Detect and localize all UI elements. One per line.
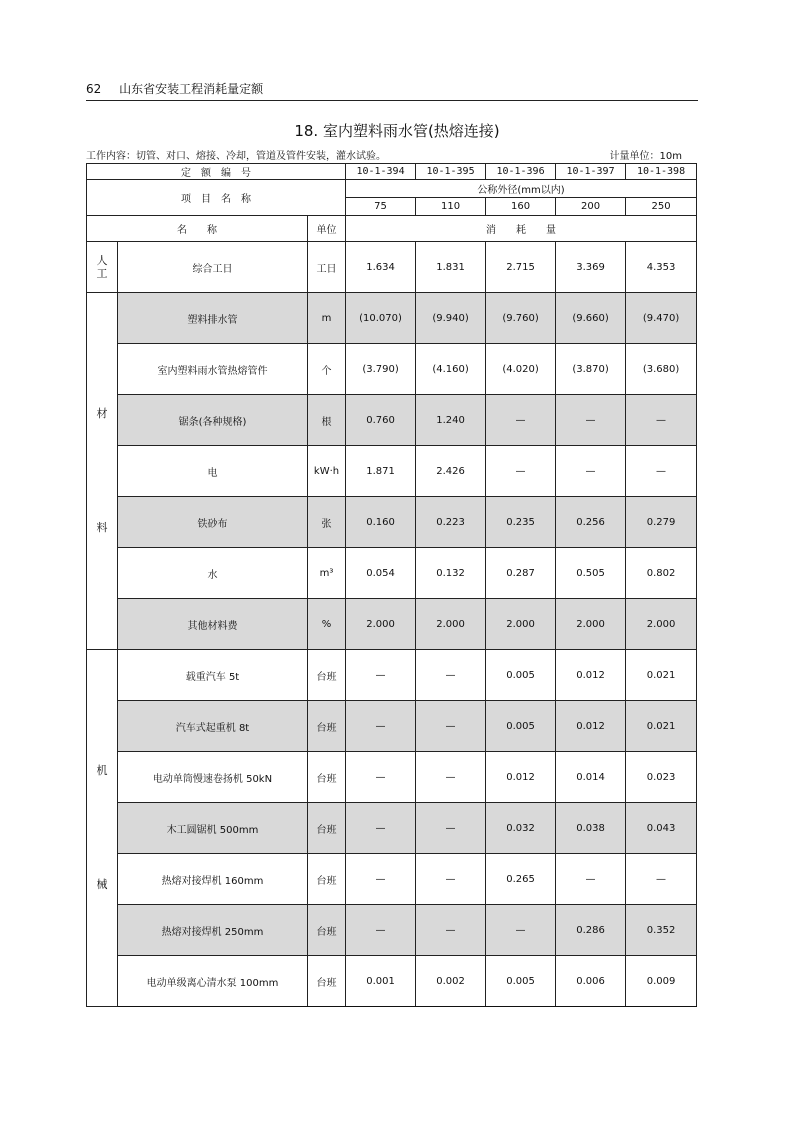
col-unit-label: 单位 — [308, 216, 346, 242]
item-value: — — [346, 905, 416, 956]
item-unit: 台班 — [308, 701, 346, 752]
item-name: 汽车式起重机 8t — [118, 701, 308, 752]
book-title: 山东省安装工程消耗量定额 — [119, 82, 264, 96]
item-value: 0.802 — [626, 548, 697, 599]
item-unit: kW·h — [308, 446, 346, 497]
page-header — [86, 80, 277, 97]
item-value: 0.256 — [556, 497, 626, 548]
item-value: — — [556, 446, 626, 497]
category-label: 材 — [96, 407, 108, 420]
item-value: 0.012 — [556, 701, 626, 752]
category-cell — [87, 293, 118, 650]
material-row — [87, 293, 697, 344]
item-value: 0.001 — [346, 956, 416, 1007]
item-unit: 台班 — [308, 650, 346, 701]
category-label: 人工 — [96, 254, 108, 280]
item-name: 电动单级离心清水泵 100mm — [118, 956, 308, 1007]
machine-row — [87, 752, 697, 803]
item-value: 3.369 — [556, 242, 626, 293]
page-number: 62 — [86, 82, 102, 96]
item-name: 电 — [118, 446, 308, 497]
diameter-value: 160 — [486, 198, 556, 216]
item-unit: 台班 — [308, 752, 346, 803]
item-value: 0.265 — [486, 854, 556, 905]
item-value: — — [346, 803, 416, 854]
machine-row — [87, 905, 697, 956]
item-value: (9.760) — [486, 293, 556, 344]
diameter-value: 250 — [626, 198, 697, 216]
col-name-label: 名 称 — [87, 216, 308, 242]
machine-row — [87, 956, 697, 1007]
item-value: 0.012 — [486, 752, 556, 803]
item-value: (3.790) — [346, 344, 416, 395]
item-name: 其他材料费 — [118, 599, 308, 650]
machine-row — [87, 701, 697, 752]
item-value: 0.286 — [556, 905, 626, 956]
category-cell — [87, 242, 118, 293]
item-value: 0.235 — [486, 497, 556, 548]
item-value: 4.353 — [626, 242, 697, 293]
item-value: — — [346, 752, 416, 803]
quota-number-row — [87, 164, 697, 180]
item-unit: 张 — [308, 497, 346, 548]
item-value: 0.012 — [556, 650, 626, 701]
item-value: 0.009 — [626, 956, 697, 1007]
item-value: 2.000 — [556, 599, 626, 650]
quota-number: 10-1-398 — [626, 164, 697, 180]
item-value: — — [486, 395, 556, 446]
item-value: 2.715 — [486, 242, 556, 293]
quota-number: 10-1-394 — [346, 164, 416, 180]
item-value: 2.000 — [626, 599, 697, 650]
item-unit: 工日 — [308, 242, 346, 293]
item-value: 2.426 — [416, 446, 486, 497]
item-value: (4.020) — [486, 344, 556, 395]
item-value: 0.005 — [486, 956, 556, 1007]
material-row — [87, 344, 697, 395]
item-value: — — [556, 395, 626, 446]
item-unit: m — [308, 293, 346, 344]
quota-number: 10-1-397 — [556, 164, 626, 180]
item-name: 木工圆锯机 500mm — [118, 803, 308, 854]
item-value: (3.680) — [626, 344, 697, 395]
item-value: 0.132 — [416, 548, 486, 599]
item-name: 铁砂布 — [118, 497, 308, 548]
category-label: 机 — [96, 764, 108, 777]
item-value: 0.005 — [486, 650, 556, 701]
item-value: 0.023 — [626, 752, 697, 803]
diameter-value: 110 — [416, 198, 486, 216]
item-unit: m³ — [308, 548, 346, 599]
item-value: 0.005 — [486, 701, 556, 752]
item-value: 0.223 — [416, 497, 486, 548]
header-rule — [86, 100, 698, 101]
item-value: 0.054 — [346, 548, 416, 599]
diameter-value: 75 — [346, 198, 416, 216]
item-value: 1.634 — [346, 242, 416, 293]
item-value: — — [346, 650, 416, 701]
item-value: — — [486, 905, 556, 956]
item-name: 热熔对接焊机 160mm — [118, 854, 308, 905]
item-value: 0.760 — [346, 395, 416, 446]
item-unit: % — [308, 599, 346, 650]
item-value: 0.006 — [556, 956, 626, 1007]
item-value: — — [346, 701, 416, 752]
material-row — [87, 599, 697, 650]
item-value: — — [556, 854, 626, 905]
category-cell — [87, 650, 118, 1007]
item-name: 锯条(各种规格) — [118, 395, 308, 446]
item-name: 塑料排水管 — [118, 293, 308, 344]
item-value: 1.871 — [346, 446, 416, 497]
col-consumption-label: 消 耗 量 — [346, 216, 697, 242]
item-value: 0.287 — [486, 548, 556, 599]
item-value: — — [416, 650, 486, 701]
item-value: 1.831 — [416, 242, 486, 293]
item-value: — — [346, 854, 416, 905]
section-title: 18. 室内塑料雨水管(热熔连接) — [294, 122, 500, 140]
item-name: 水 — [118, 548, 308, 599]
category-label: 械 — [96, 878, 108, 891]
machine-row — [87, 650, 697, 701]
item-value: 0.021 — [626, 650, 697, 701]
item-value: 0.352 — [626, 905, 697, 956]
item-value: 0.032 — [486, 803, 556, 854]
item-value: — — [626, 854, 697, 905]
item-value: — — [416, 752, 486, 803]
item-value: (9.940) — [416, 293, 486, 344]
item-value: (9.660) — [556, 293, 626, 344]
item-value: 0.279 — [626, 497, 697, 548]
item-value: 2.000 — [346, 599, 416, 650]
item-value: — — [626, 395, 697, 446]
item-unit: 台班 — [308, 854, 346, 905]
machine-row — [87, 803, 697, 854]
item-name: 载重汽车 5t — [118, 650, 308, 701]
labor-row — [87, 242, 697, 293]
material-row — [87, 497, 697, 548]
item-unit: 根 — [308, 395, 346, 446]
item-value: — — [416, 701, 486, 752]
item-unit: 台班 — [308, 956, 346, 1007]
item-value: — — [416, 803, 486, 854]
column-header-row — [87, 216, 697, 242]
item-value: 0.002 — [416, 956, 486, 1007]
item-value: — — [486, 446, 556, 497]
item-value: 0.160 — [346, 497, 416, 548]
item-unit: 台班 — [308, 803, 346, 854]
item-value: 0.021 — [626, 701, 697, 752]
item-value: — — [626, 446, 697, 497]
item-name-label: 项 目 名 称 — [87, 180, 346, 216]
item-name: 综合工日 — [118, 242, 308, 293]
category-label: 料 — [96, 521, 108, 534]
item-value: (4.160) — [416, 344, 486, 395]
machine-row — [87, 854, 697, 905]
quota-table — [86, 163, 697, 1007]
item-value: 1.240 — [416, 395, 486, 446]
material-row — [87, 548, 697, 599]
item-value: 0.505 — [556, 548, 626, 599]
item-value: (10.070) — [346, 293, 416, 344]
material-row — [87, 395, 697, 446]
item-name: 热熔对接焊机 250mm — [118, 905, 308, 956]
quota-number: 10-1-396 — [486, 164, 556, 180]
diameter-label: 公称外径(mm以内) — [346, 180, 697, 198]
item-value: — — [416, 854, 486, 905]
diameter-value: 200 — [556, 198, 626, 216]
item-unit: 个 — [308, 344, 346, 395]
quota-number: 10-1-395 — [416, 164, 486, 180]
item-value: 2.000 — [486, 599, 556, 650]
item-value: — — [416, 905, 486, 956]
item-unit: 台班 — [308, 905, 346, 956]
work-content: 工作内容：切管、对口、熔接、冷却，管道及管件安装，灌水试验。 — [86, 151, 386, 162]
item-value: (9.470) — [626, 293, 697, 344]
item-value: 0.038 — [556, 803, 626, 854]
item-name: 电动单筒慢速卷扬机 50kN — [118, 752, 308, 803]
item-value: 2.000 — [416, 599, 486, 650]
quota-no-label: 定 额 编 号 — [87, 164, 346, 180]
item-name: 室内塑料雨水管热熔管件 — [118, 344, 308, 395]
material-row — [87, 446, 697, 497]
item-value: (3.870) — [556, 344, 626, 395]
diameter-label-row — [87, 180, 697, 198]
item-value: 0.043 — [626, 803, 697, 854]
item-value: 0.014 — [556, 752, 626, 803]
measure-unit: 计量单位：10m — [609, 151, 682, 162]
